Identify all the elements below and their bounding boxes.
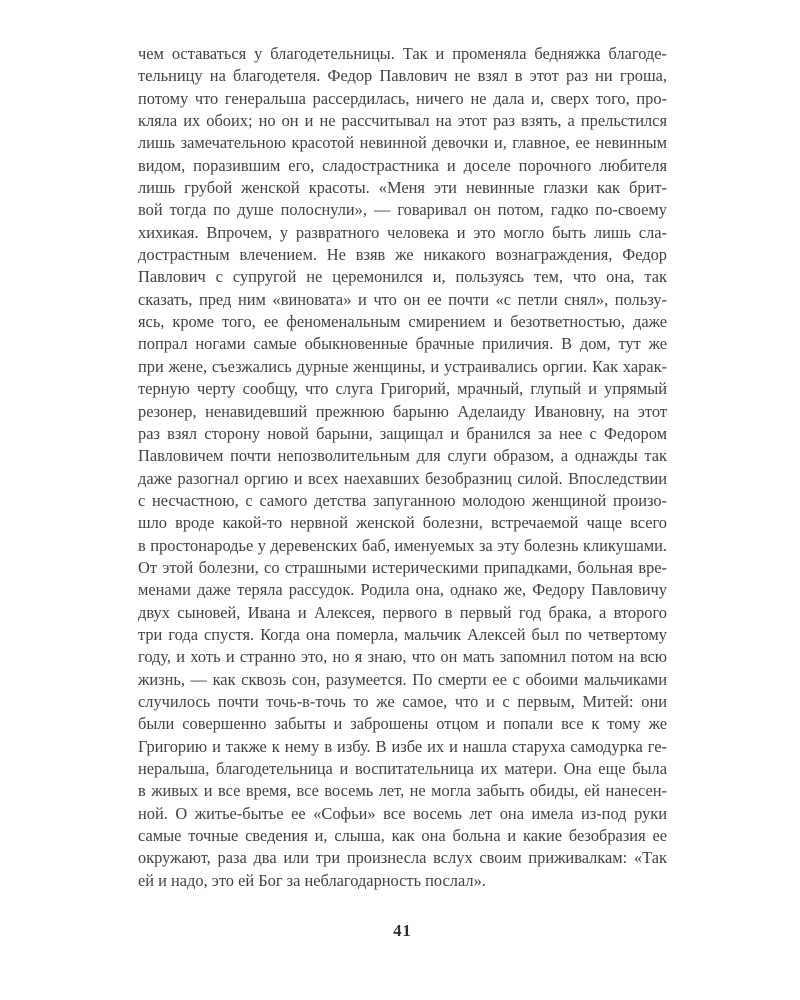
text-line: были совершенно забыты и заброшены отцом и попали все к тому же [138,714,667,734]
text-line: в простонародье у деревенских баб, именуемых за эту болезнь кликушами. [138,535,667,555]
text-line: году, и хоть и странно это, но я знаю, что он мать запомнил потом на всю [138,647,667,667]
text-line: самые точные сведения и, слыша, как она больна и какие безобразия ее [138,826,667,846]
text-line: лишь грубой женской красоты. «Меня эти невинные глазки как брит- [138,178,667,198]
text-line: Павлович с супругой не церемонился и, пользуясь тем, что она, так [138,267,667,287]
text-line: три года спустя. Когда она померла, мальчик Алексей был по четвертому [138,624,667,644]
text-line: менами даже теряла рассудок. Родила она, однако же, Федору Павловичу [138,580,667,600]
text-line: От этой болезни, со страшными истерическими припадками, больная вре- [138,557,667,577]
text-line: вой тогда по душе полоснули», — говаривал он потом, гадко по-своему [138,200,667,220]
body-text-block [138,43,667,892]
text-line: двух сыновей, Ивана и Алексея, первого в первый год брака, а второго [138,602,667,622]
text-line: сказать, пред ним «виновата» и что он ее почти «с петли снял», пользу- [138,289,667,309]
text-line: дострастным влечением. Не взяв же никакого вознаграждения, Федор [138,245,667,265]
text-line: даже разогнал оргию и всех наехавших безобразниц силой. Впоследствии [138,468,667,488]
text-line: раз взял сторону новой барыни, защищал и бранился за нее с Федором [138,423,667,443]
text-line: шло вроде какой-то нервной женской болезни, встречаемой чаще всего [138,513,667,533]
text-line: Павловичем почти непозволительным для слуги образом, а однажды так [138,446,667,466]
text-line: лишь замечательною красотой невинной девочки и, главное, ее невинным [138,133,667,153]
text-line: ей и надо, это ей Бог за неблагодарность послал». [138,870,486,890]
text-line: потому что генеральша рассердилась, ничего не дала и, сверх того, про- [138,88,667,108]
text-line: в живых и все время, все восемь лет, не могла забыть обиды, ей нанесен- [138,781,667,801]
page-number: 41 [393,921,412,940]
text-line: кляла их обоих; но он и не рассчитывал на этот раз взять, а прельстился [138,111,667,131]
text-line: резонер, ненавидевший прежнюю барыню Аделаиду Ивановну, на этот [138,401,667,421]
text-line: окружают, раза два или три произнесла вслух своим приживалкам: «Так [138,848,667,868]
text-line: при жене, съезжались дурные женщины, и устраивались оргии. Как харак- [138,356,667,376]
text-line: терную черту сообщу, что слуга Григорий, мрачный, глупый и упрямый [138,379,667,399]
text-line: случилось почти точь-в-точь то же самое, что и с первым, Митей: они [138,691,667,711]
text-line: чем оставаться у благодетельницы. Так и променяла бедняжка благоде- [138,44,667,63]
text-line: попрал ногами самые обыкновенные брачные приличия. В дом, тут же [138,334,667,354]
text-line: Григорию и также к нему в избу. В избе их и нашла старуха самодурка ге- [138,736,667,756]
text-line: жизнь, — как сквозь сон, разумеется. По смерти ее с обоими мальчиками [138,669,667,689]
text-line: ной. О житье-бытье ее «Софьи» все восемь лет она имела из-под руки [138,803,667,823]
text-line: с несчастною, с самого детства запуганною молодою женщиной произо- [138,490,667,510]
text-line: видом, поразившим его, сладострастника и доселе порочного любителя [138,155,667,175]
text-line: ясь, кроме того, ее феноменальным смирением и безответностью, даже [138,312,667,332]
text-line: неральша, благодетельница и воспитательница их матери. Она еще была [138,759,667,778]
text-line: тельницу на благодетеля. Федор Павлович не взял в этот раз ни гроша, [138,66,667,86]
text-line: хихикая. Впрочем, у развратного человека и это могло быть лишь сла- [138,222,667,242]
